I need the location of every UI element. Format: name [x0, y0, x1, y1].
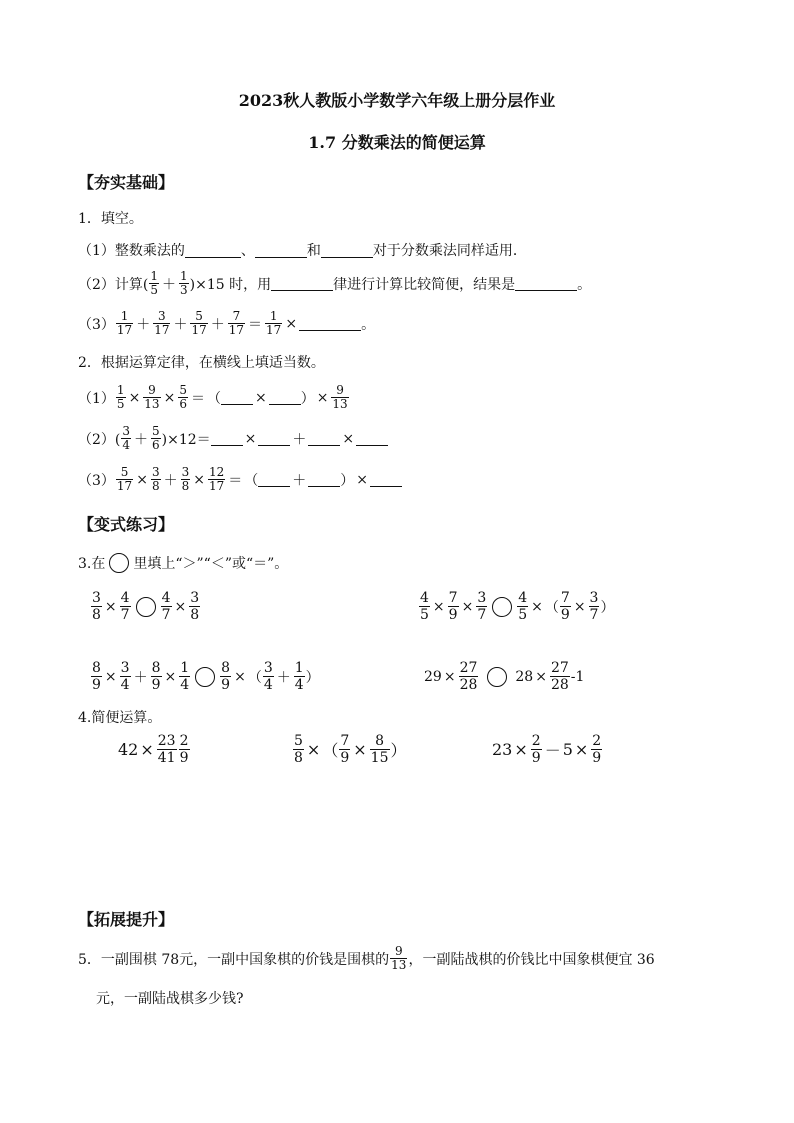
answer-blank[interactable]: [255, 243, 307, 258]
fraction: $\frac{3}{8}$: [151, 465, 160, 493]
answer-blank[interactable]: [269, 390, 301, 405]
fraction: $\frac{3}{8}$: [181, 465, 190, 493]
question-1-stem: 1．填空。: [78, 211, 143, 227]
fraction: $\frac{8}{9}$: [221, 660, 231, 693]
fraction: $\frac{2}{9}$: [531, 733, 541, 766]
question-1-part-1: [78, 240, 527, 260]
answer-blank[interactable]: [321, 243, 373, 258]
answer-blank[interactable]: [221, 390, 253, 405]
question-5-line-2: 元，一副陆战棋多少钱?: [96, 991, 244, 1007]
fraction: $\frac{1}{4}$: [294, 660, 304, 693]
compare-circle[interactable]: [109, 553, 129, 573]
question-4-item-1: 42 × $\frac{23}{41}$ $\frac{2}{9}$: [118, 733, 189, 766]
fraction: $\frac{8}{15}$: [370, 733, 389, 766]
answer-blank[interactable]: [271, 276, 333, 291]
question-4-item-3: 23 × $\frac{2}{9}$ － 5 × $\frac{2}{9}$: [492, 733, 602, 766]
fraction: $\frac{4}{5}$: [420, 590, 429, 623]
question-4-stem: 4.简便运算。: [78, 710, 162, 726]
question-2-part-1: （1） $\frac{1}{5}$ × $\frac{9}{13}$ × $\frac{5}{6}$ ＝ （ × ） × $\frac{9}{13}$: [78, 383, 348, 411]
fraction: $\frac{2}{9}$: [592, 733, 602, 766]
fraction: $\frac{27}{28}$: [459, 660, 478, 693]
answer-blank[interactable]: [370, 472, 402, 487]
answer-blank[interactable]: [258, 472, 290, 487]
fraction: $\frac{4}{7}$: [161, 590, 171, 623]
fraction: $\frac{3}{17}$: [154, 309, 170, 337]
fraction: $\frac{9}{13}$: [391, 944, 407, 972]
fraction: $\frac{8}{9}$: [151, 660, 161, 693]
question-3-item-4: 29 × $\frac{27}{28}$ 28 × $\frac{27}{28}$ -1: [424, 660, 585, 693]
answer-blank[interactable]: [356, 431, 388, 446]
fraction: $\frac{5}{17}$: [191, 309, 207, 337]
fraction: $\frac{8}{9}$: [92, 660, 101, 693]
fraction: $\frac{12}{17}$: [208, 465, 225, 493]
q1p2-text-c: 律进行计算比较简便，结果是: [333, 276, 516, 293]
fraction: $\frac{7}{9}$: [340, 733, 350, 766]
fraction: $\frac{9}{13}$: [144, 383, 160, 411]
q1p1-text-c: 和: [306, 243, 321, 259]
fraction: $\frac{3}{4}$: [263, 660, 273, 693]
q1p1-text-d: 对于分数乘法同样适用．: [372, 243, 527, 259]
fraction: $\frac{5}{6}$: [152, 424, 160, 452]
fraction: $\frac{5}{8}$: [294, 733, 303, 766]
answer-blank[interactable]: [308, 431, 340, 446]
fraction: $\frac{5}{6}$: [179, 383, 187, 411]
section-heading-variants: 【变式练习】: [78, 515, 175, 534]
question-3-item-3: $\frac{8}{9}$ × $\frac{3}{4}$ ＋ $\frac{8}{9}$ × $\frac{1}{4}$ $\frac{8}{9}$ × （ $\frac{3}{4}$ ＋ $\frac{1}{4}$ ）: [92, 660, 320, 693]
fraction: $\frac{3}{7}$: [589, 590, 599, 623]
fraction: $\frac{1}{17}$: [116, 309, 133, 337]
fraction: $\frac{1}{3}$: [180, 269, 188, 297]
answer-blank[interactable]: [515, 276, 577, 291]
fraction: $\frac{1}{4}$: [180, 660, 190, 693]
q1p1-text-b: 、: [240, 243, 255, 259]
fraction: $\frac{4}{5}$: [518, 590, 528, 623]
compare-circle[interactable]: [136, 597, 156, 617]
question-2-part-2: （2）( $\frac{3}{4}$ ＋ $\frac{5}{6}$ )×12＝ × ＋ ×: [78, 425, 388, 452]
question-3-stem: 3.在 里填上“＞”“＜”或“＝”。: [78, 553, 288, 573]
compare-circle[interactable]: [195, 667, 215, 687]
fraction: $\frac{3}{4}$: [122, 424, 131, 452]
answer-blank[interactable]: [299, 316, 361, 331]
question-1-part-3: （3） $\frac{1}{17}$ ＋ $\frac{3}{17}$ ＋ $\frac{5}{17}$ ＋ $\frac{7}{17}$ ＝ $\frac{1}{17}$ × 。: [78, 309, 376, 337]
fraction: $\frac{2}{9}$: [179, 733, 189, 766]
fraction: $\frac{3}{8}$: [190, 590, 200, 623]
lesson-title: 1.7 分数乘法的简便运算: [308, 133, 486, 152]
question-5-line-1: 5．一副围棋 78元，一副中国象棋的价钱是围棋的 $\frac{9}{13}$ ，一副陆战棋的价钱比中国象棋便宜 36: [78, 944, 655, 972]
compare-circle[interactable]: [492, 597, 512, 617]
question-4-item-2: $\frac{5}{8}$ × （ $\frac{7}{9}$ × $\frac{8}{15}$ ）: [294, 733, 407, 766]
answer-blank[interactable]: [258, 431, 290, 446]
fraction: $\frac{1}{5}$: [150, 269, 159, 297]
section-heading-basics: 【夯实基础】: [78, 173, 175, 192]
q1p2-text-b: )×15 时，用: [189, 276, 272, 293]
page-title: 2023秋人教版小学数学六年级上册分层作业: [238, 91, 556, 110]
answer-blank[interactable]: [185, 243, 241, 258]
compare-circle[interactable]: [487, 667, 507, 687]
fraction: $\frac{3}{8}$: [92, 590, 101, 623]
fraction: $\frac{23}{41}$: [157, 733, 176, 766]
question-1-part-2: （2）计算( $\frac{1}{5}$ ＋ $\frac{1}{3}$ )×15 时，用 律进行计算比较简便，结果是 。: [78, 269, 592, 297]
q1p2-text-d: 。: [577, 276, 592, 293]
fraction: $\frac{4}{7}$: [120, 590, 130, 623]
q1p1-text-a: （1）整数乘法的: [78, 243, 185, 259]
q1p2-text-a: （2）计算(: [78, 276, 149, 293]
fraction: $\frac{7}{9}$: [448, 590, 458, 623]
q1p3-label: （3）: [78, 316, 115, 333]
fraction: $\frac{7}{9}$: [560, 590, 570, 623]
question-3-item-2: $\frac{4}{5}$ × $\frac{7}{9}$ × $\frac{3}{7}$ $\frac{4}{5}$ × （ $\frac{7}{9}$ × $\frac{3}{7}$ ）: [420, 590, 615, 623]
fraction: $\frac{27}{28}$: [550, 660, 569, 693]
fraction: $\frac{3}{4}$: [120, 660, 130, 693]
answer-blank[interactable]: [211, 431, 243, 446]
fraction: $\frac{3}{7}$: [477, 590, 487, 623]
fraction: $\frac{7}{17}$: [228, 309, 245, 337]
fraction: $\frac{1}{17}$: [266, 309, 282, 337]
question-2-stem: 2．根据运算定律，在横线上填适当数。: [78, 355, 325, 371]
question-3-item-1: $\frac{3}{8}$ × $\frac{4}{7}$ $\frac{4}{7}$ × $\frac{3}{8}$: [92, 590, 200, 623]
fraction: $\frac{9}{13}$: [332, 383, 348, 411]
question-2-part-3: （3） $\frac{5}{17}$ × $\frac{3}{8}$ ＋ $\frac{3}{8}$ × $\frac{12}{17}$ ＝ （ ＋ ） ×: [78, 466, 402, 493]
answer-blank[interactable]: [308, 472, 340, 487]
section-heading-extension: 【拓展提升】: [78, 910, 175, 929]
fraction: $\frac{1}{5}$: [116, 383, 125, 411]
fraction: $\frac{5}{17}$: [116, 465, 133, 493]
